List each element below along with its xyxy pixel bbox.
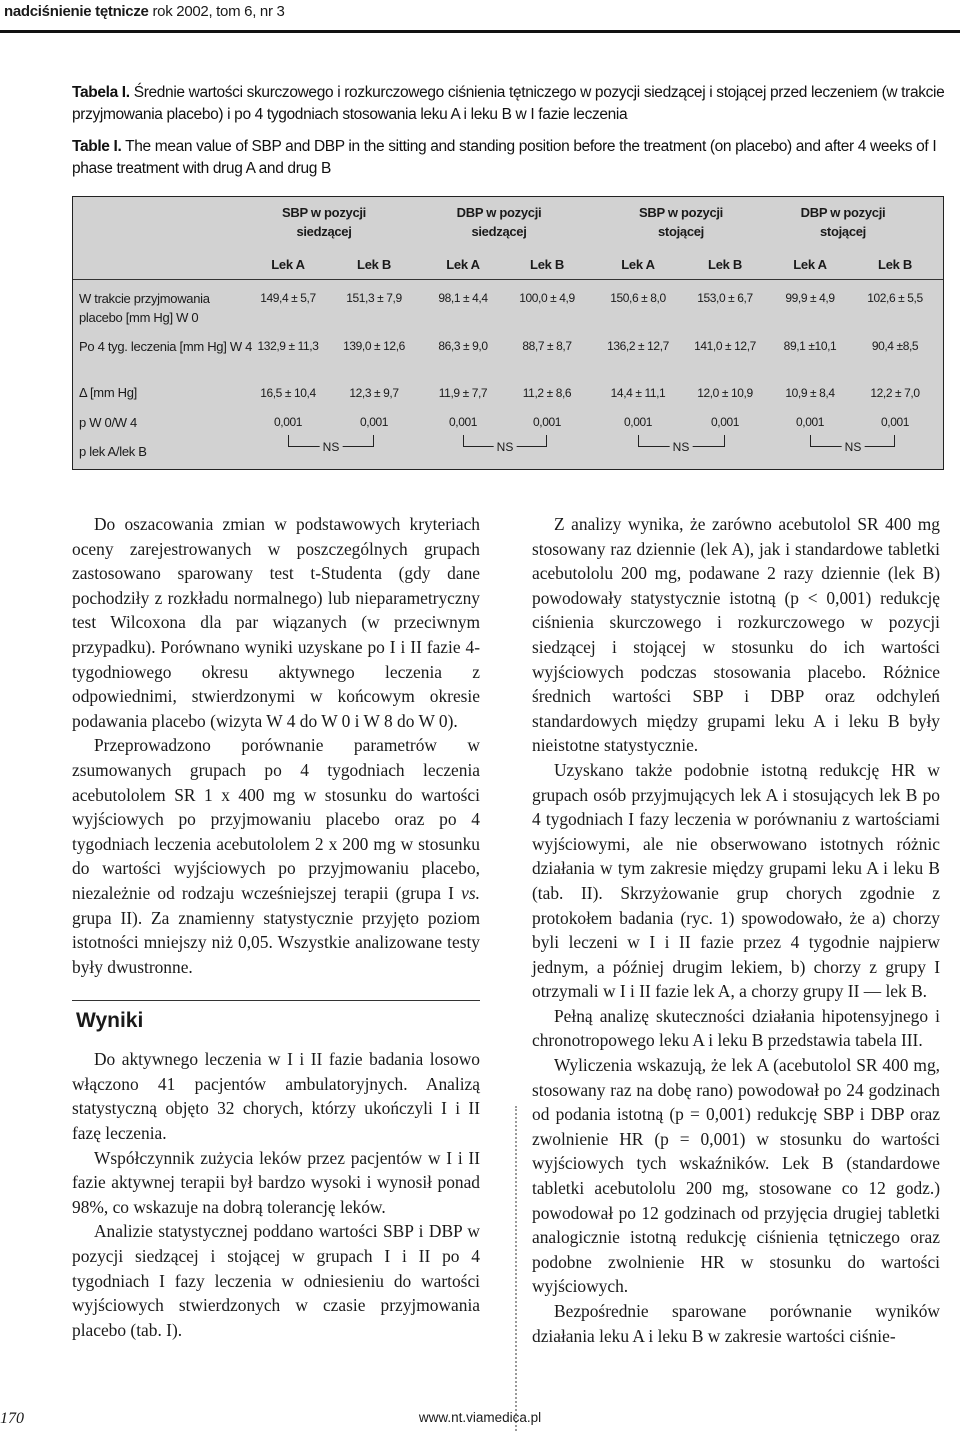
row-label-week4: Po 4 tyg. leczenia [mm Hg] W 4 [79, 339, 253, 354]
subheader-cell: Lek A [621, 257, 655, 272]
caption-text-pl: Średnie wartości skurczowego i rozkurczowego ciśnienia tętniczego w pozycji siedzącej i stojącej przed leczeniem (w trakcie przyjmowania placebo) i po 4 tygodniach stosowania leku A i leku B w I fazie leczenia [72, 84, 945, 123]
group-header-line: siedzącej [296, 224, 352, 239]
table-cell: 139,0 ± 12,6 [343, 339, 405, 353]
footer-url: www.nt.viamedica.pl [418, 1410, 542, 1425]
ns-label: NS [670, 440, 693, 454]
subheader-cell: Lek A [446, 257, 480, 272]
caption-label-en: Table I. [72, 138, 122, 155]
column-divider [515, 1106, 519, 1431]
table-cell: 0,001 [623, 415, 653, 429]
group-header-sbp-standing [596, 203, 766, 241]
caption-label-pl: Tabela I. [72, 84, 130, 101]
table-caption-pl [72, 82, 956, 126]
table-cell: 0,001 [359, 415, 389, 429]
group-header-line: DBP w pozycji [456, 205, 542, 220]
table-cell: 11,9 ± 7,7 [438, 386, 488, 400]
table-cell: 0,001 [448, 415, 478, 429]
table-cell: 100,0 ± 4,9 [519, 291, 575, 305]
group-header-sbp-sitting [239, 203, 409, 241]
table-cell: 12,2 ± 7,0 [870, 386, 920, 400]
table-cell: 86,3 ± 9,0 [438, 339, 488, 353]
table-cell: 0,001 [273, 415, 303, 429]
body-paragraph: Wyliczenia wskazują, że lek A (acebutolol SR 400 mg, stosowany raz na dobę rano) powodował po 24 godzinach od podania istotną (p = 0,001) redukcję SBP i DBP oraz zwolnienie HR (p = 0,001) w stosunku do wartości wyjściowych tych wskaźników. Lek B (standardowe tabletki acebutololu 200 mg, stosowane co 12 godz.) powodował po 12 godzinach od przyjęcia drugiej tabletki analogicznie istotną redukcję ciśnienia tętniczego oraz podobne zwolnienie HR w stosunku do wartości wyjściowych. [532, 1055, 940, 1297]
caption-text-en: The mean value of SBP and DBP in the sitting and standing position before the treatment (on placebo) and after 4 weeks of I phase treatment with drug A and drug B [72, 138, 937, 177]
row-label-placebo: W trakcie przyjmowania placebo [mm Hg] W 0 [79, 291, 210, 325]
table-cell: 99,9 ± 4,9 [785, 291, 835, 305]
table-caption-en [72, 136, 956, 180]
group-header-line: siedzącej [471, 224, 527, 239]
table-cell: 149,4 ± 5,7 [260, 291, 316, 305]
table-cell: 98,1 ± 4,4 [438, 291, 488, 305]
table-cell: 14,4 ± 11,1 [610, 386, 666, 400]
journal-name: nadciśnienie tętnicze [4, 3, 149, 20]
journal-issue: rok 2002, tom 6, nr 3 [152, 3, 285, 20]
body-paragraph: Z analizy wynika, że zarówno acebutolol SR 400 mg stosowany raz dziennie (lek A), jak i standardowe tabletki acebutololu 200 mg, podawane 2 razy dziennie (lek B) powodowały statystycznie istotną (p < 0,001) redukcję ciśnienia skurczowego i rozkurczowego w pozycji siedzącej i stojącej w stosunku do ich wartości wyjściowych podczas stosowania placebo. Różnice średnich wartości SBP i DBP oraz odchyleń standardowych między grupami leku A i leku B były nieistotne statystycznie. [532, 514, 940, 756]
body-paragraph: Do oszacowania zmian w podstawowych kryteriach oceny zarejestrowanych w poszczególnych grupach zastosowano sparowany test t-Studenta (gdy dane pochodziły z rozkładu normalnego) lub nieparametryczny test Wilcoxona dla par wiązanych (w przeciwnym przypadku). Porównano wyniki uzyskane po I i II fazie 4-tygodniowego okresu aktywnego leczenia z odpowiednimi, stwierdzonymi w końcowym okresie podawania placebo (wizyta W 4 do W 0 i W 8 do W 0). [72, 514, 480, 731]
paragraph-text: Przeprowadzono porównanie parametrów w zsumowanych grupach po 4 tygodniach leczenia acebutololem SR 1 x 400 mg w stosunku do wartości wyjściowych po przyjmowaniu placebo oraz po 4 tygodniach leczenia acebutololem 2 x 200 mg w stosunku do wartości wyjściowych po przyjmowaniu placebo, niezależnie od rodzaju wcześniejszej terapii (grupa I [72, 735, 480, 903]
body-paragraph: Analizie statystycznej poddano wartości SBP i DBP w pozycji siedzącej i stojącej w grupach I i II po 4 tygodniach I fazy leczenia w odniesieniu do wartości wyjściowych stwierdzonych w czasie przyjmowania placebo (tab. I). [72, 1221, 480, 1340]
body-paragraph [72, 733, 480, 979]
subheader-cell: Lek B [530, 257, 564, 272]
subheader-cell: Lek A [271, 257, 305, 272]
group-header-line: SBP w pozycji [639, 205, 723, 220]
row-label-p-lek: p lek A/lek B [79, 444, 147, 459]
ns-label: NS [494, 440, 517, 454]
table-cell: 150,6 ± 8,0 [610, 291, 666, 305]
page-number: 170 [0, 1410, 24, 1427]
group-header-line: stojącej [657, 224, 704, 239]
table-cell: 151,3 ± 7,9 [346, 291, 402, 305]
subheader-cell: Lek B [708, 257, 742, 272]
section-rule [72, 1000, 480, 1001]
table-cell: 88,7 ± 8,7 [522, 339, 572, 353]
paragraph-text-italic: vs. [461, 882, 480, 903]
table-cell: 89,1 ±10,1 [783, 339, 837, 353]
paragraph-text: grupa II). Za znamienny statystycznie przyjęto poziom istotności mniejszy niż 0,05. Wszystkie analizowane testy były dwustronne. [72, 907, 480, 977]
group-header-dbp-sitting [414, 203, 584, 241]
subheader-cell: Lek B [357, 257, 391, 272]
table-cell: 11,2 ± 8,6 [522, 386, 572, 400]
header-rule [0, 30, 960, 33]
group-header-line: stojącej [819, 224, 866, 239]
table-cell: 136,2 ± 12,7 [607, 339, 669, 353]
table-cell: 0,001 [532, 415, 562, 429]
body-paragraph: Bezpośrednie sparowane porównanie wyników działania leku A i leku B w zakresie wartości ciśnie- [532, 1301, 940, 1346]
body-paragraph: Do aktywnego leczenia w I i II fazie badania losowo włączono 41 pacjentów ambulatoryjnych. Analizą statystyczną objęto 32 chorych, którzy ukończyli I i II fazę leczenia. [72, 1049, 480, 1144]
section-title-wyniki: Wyniki [76, 1009, 144, 1033]
subheader-cell: Lek A [793, 257, 827, 272]
group-header-dbp-standing [758, 203, 928, 241]
body-paragraph: Uzyskano także podobnie istotną redukcję HR w grupach osób przyjmujących lek A i stosujących lek B po 4 tygodniach I fazy leczenia w porównaniu z wartościami wyjściowymi, ale nie obserwowano istotnych różnic działania w tym zakresie między grupami leku A i leku B (tab. II). Skrzyżowanie grup chorych zgodnie z protokołem badania (ryc. 1) spowodowało, że a) chorzy byli leczeni w I i II fazie przez 4 tygodnie najpierw jednym, a później drugim lekiem, b) chorzy z grupy I otrzymali w I i II fazie lek A, a chorzy grupy II — lek B. [532, 759, 940, 1002]
row-label-delta: Δ [mm Hg] [79, 385, 137, 400]
table-cell: 16,5 ± 10,4 [260, 386, 316, 400]
table-cell: 102,6 ± 5,5 [867, 291, 923, 305]
group-header-line: DBP w pozycji [800, 205, 886, 220]
row-label-p-w0-w4: p W 0/W 4 [79, 415, 137, 430]
table-cell: 0,001 [795, 415, 825, 429]
table-cell: 12,3 ± 9,7 [349, 386, 399, 400]
body-paragraph: Współczynnik zużycia leków przez pacjentów w I i II fazie aktywnej terapii był bardzo wysoki i wynosił ponad 98%, co wskazuje na dobrą tolerancję leków. [72, 1147, 480, 1217]
right-column [532, 512, 940, 1348]
body-paragraph: Pełną analizę skuteczności działania hipotensyjnego i chronotropowego leku A i leku B przedstawia tabela III. [532, 1005, 940, 1051]
subheader-cell: Lek B [878, 257, 912, 272]
ns-label: NS [320, 440, 343, 454]
running-head [4, 3, 285, 20]
table-cell: 10,9 ± 8,4 [785, 386, 835, 400]
group-header-line: SBP w pozycji [282, 205, 366, 220]
table-cell: 0,001 [880, 415, 910, 429]
table-cell: 132,9 ± 11,3 [257, 339, 319, 353]
left-column [72, 512, 480, 1342]
table-cell: 0,001 [710, 415, 740, 429]
ns-label: NS [842, 440, 865, 454]
table-cell: 153,0 ± 6,7 [697, 291, 753, 305]
table-cell: 141,0 ± 12,7 [694, 339, 756, 353]
table-cell: 12,0 ± 10,9 [697, 386, 753, 400]
results-table [72, 196, 944, 470]
table-cell: 90,4 ±8,5 [871, 339, 919, 353]
